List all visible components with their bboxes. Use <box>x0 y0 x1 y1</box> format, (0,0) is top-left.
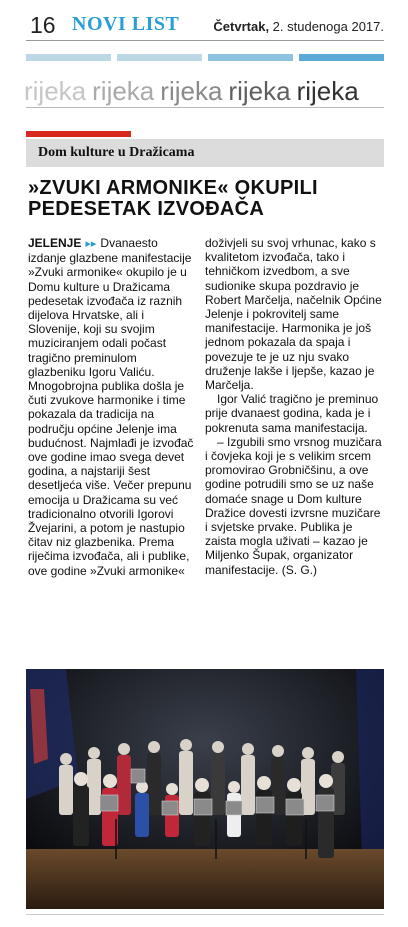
issue-date <box>213 19 384 34</box>
article-kicker: Dom kulture u Dražicama <box>38 145 195 160</box>
section-header <box>24 74 386 108</box>
article-column-1 <box>28 236 196 578</box>
article-text: Dvanaesto izdanje glazbene manifestacije »Zvuki armonike« okupilo je u Domu kulture u Dražicama pedesetak izvođača iz raznih dijelova Hrvatske, ali i Slovenije, koji su svojim muziciranjem odali počast tragično preminulom glazbeniku Igoru Valiću. Mnogobrojna publika došla je čuti zvukove harmonike i time pokazala da tradicija na području općine Jelenje ima budućnost. Najmlađi je izvođač ove godine imao svega devet godina, a najstariji šest desetljeća više. Večer prepunu emocija u Dražicama su već tradicionalno otvorili Igorovi Žvejarini, a potom je nastupio čitav niz glazbenika. Prema riječima izvođača, ali i publike, ove godine »Zvuki armonike« <box>28 236 194 578</box>
article-paragraph: doživjeli su svoj vrhunac, kako s kvalitetom izvođača, tako i tehničkom izvedbom, a sve sudionike skupa pozdravio je Robert Marčelja, načelnik Općine Jelenje i pokrovitelj same manifestacije. Harmonika je još jednom pokazala da spaja i povezuje te je uz nju svako druženje lakše i ljepše, kazao je Marčelja. <box>205 236 382 393</box>
color-bar <box>26 54 111 61</box>
headline-line-2: PEDESETAK IZVOĐAČA <box>28 198 265 220</box>
newspaper-logo: NOVI LIST <box>72 13 180 35</box>
article-paragraph <box>28 236 196 578</box>
double-arrow-icon: ▸▸ <box>85 238 97 250</box>
color-bar <box>299 54 384 61</box>
article-headline <box>28 178 384 220</box>
section-word: rijeka <box>296 76 359 106</box>
masthead <box>26 10 384 40</box>
article-dateline: JELENJE <box>28 236 82 250</box>
section-word: rijeka <box>24 76 87 106</box>
section-color-bars <box>26 54 384 61</box>
masthead-rule <box>26 40 384 41</box>
issue-weekday: Četvrtak, <box>213 19 270 34</box>
concert-photo-illustration <box>26 669 384 909</box>
page-bottom-rule <box>26 914 384 915</box>
section-word: rijeka <box>228 76 291 106</box>
page-number: 16 <box>30 12 56 38</box>
article-paragraph: Igor Valić tragično je preminuo prije dvanaest godina, kada je i pokrenuta sama manifestacija. <box>205 392 379 435</box>
kicker-accent-bar <box>26 131 131 137</box>
issue-day: 2. studenoga 2017. <box>269 19 384 34</box>
headline-line-1: »ZVUKI ARMONIKE« OKUPILI <box>28 177 318 199</box>
section-word: rijeka <box>92 76 155 106</box>
article-photo <box>26 669 384 909</box>
section-rule <box>26 107 384 108</box>
article-paragraph: – Izgubili smo vrsnog muzičara i čovjeka koji je s velikim srcem promovirao Grobničšinu, a ove godine potrudili smo se uz naše domaće snage u Dom kulture Dražice dovesti izvrsne muzičare i svjetske prvake. Publika je zaista mogla uživati – kazao je Miljenko Šupak, organizator manifestacije. (S. G.) <box>205 434 382 577</box>
color-bar <box>117 54 202 61</box>
color-bar <box>208 54 293 61</box>
article-column-2 <box>205 236 385 577</box>
section-word: rijeka <box>160 76 223 106</box>
kicker-bar <box>26 139 384 167</box>
